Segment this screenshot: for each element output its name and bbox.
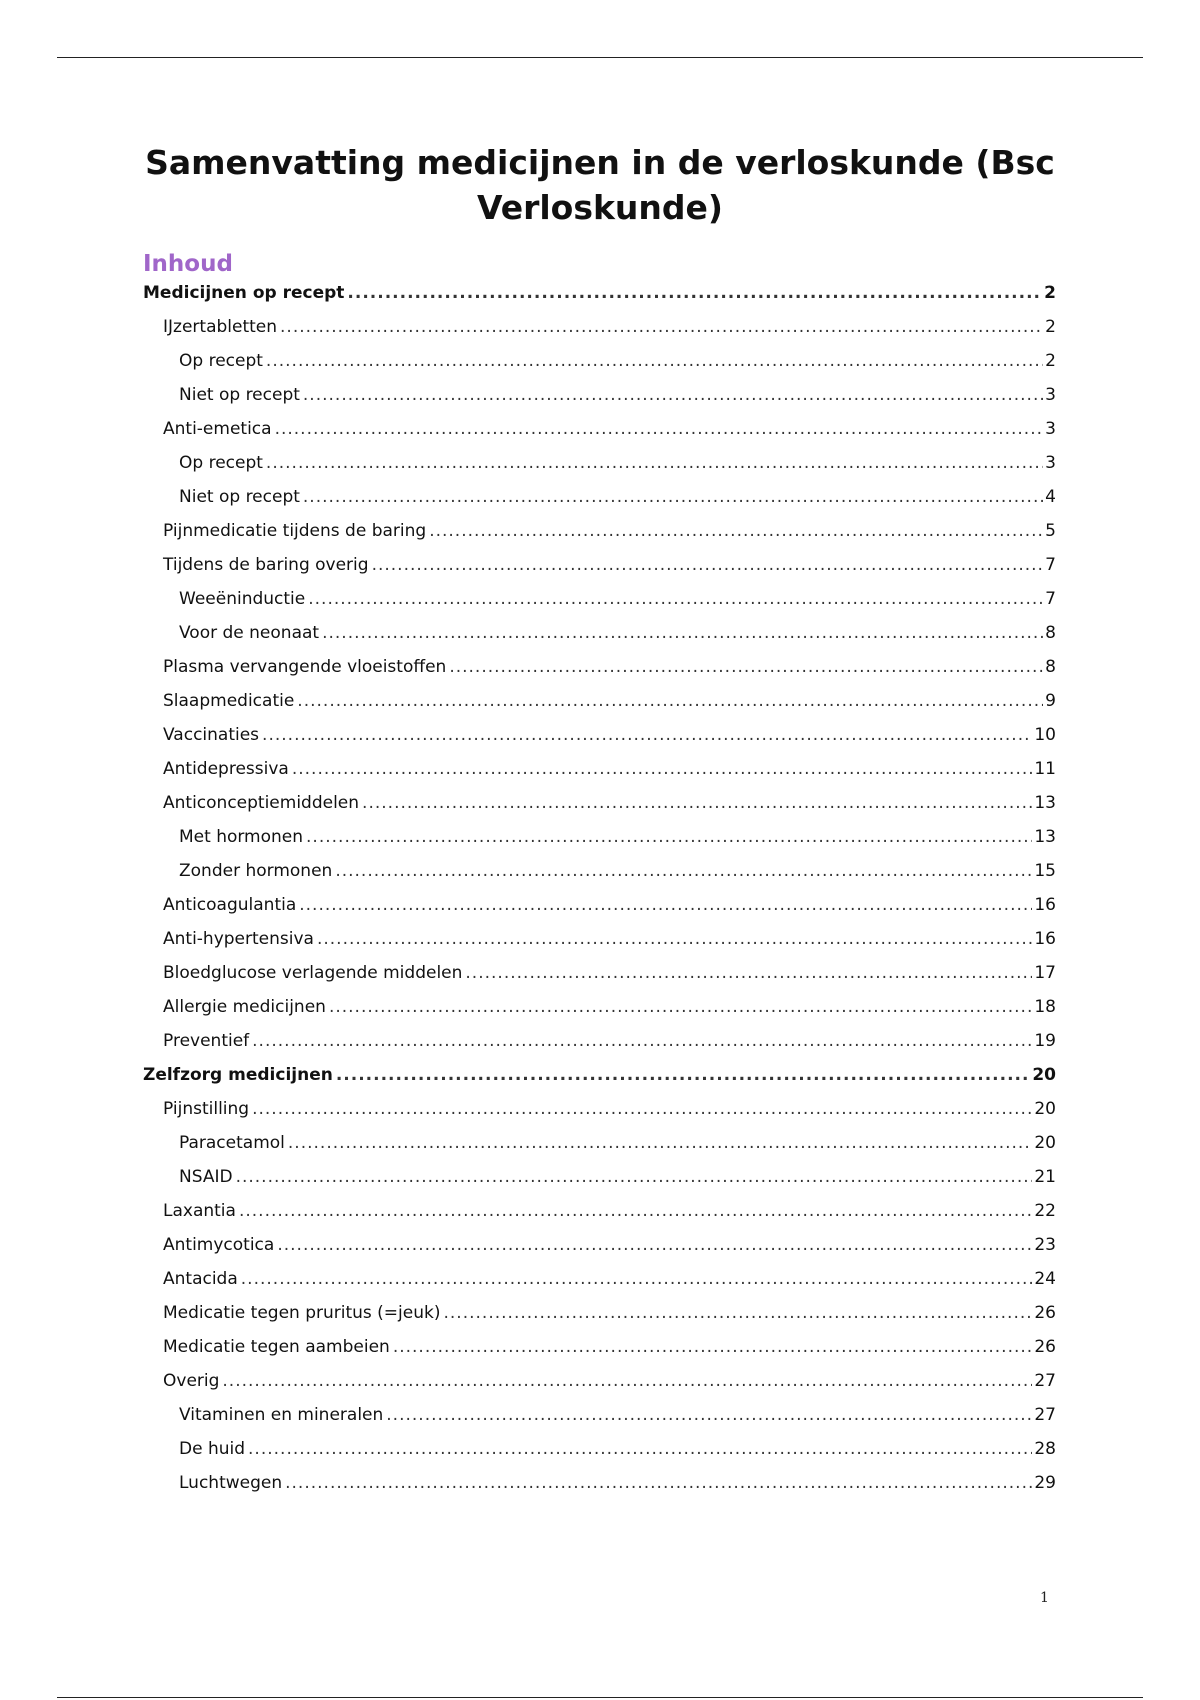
toc-entry-page-number: 17 <box>1034 963 1056 983</box>
toc-entry-page-number: 7 <box>1045 555 1056 575</box>
toc-entry-label: Slaapmedicatie <box>163 691 295 711</box>
toc-entry[interactable] <box>143 888 1056 922</box>
toc-dot-leader <box>277 1228 1032 1262</box>
toc-entry[interactable] <box>143 480 1056 514</box>
toc-entry-label: Antacida <box>163 1269 238 1289</box>
toc-entry-label: Paracetamol <box>179 1133 285 1153</box>
toc-dot-leader <box>362 786 1032 820</box>
toc-entry-label: Luchtwegen <box>179 1473 283 1493</box>
toc-dot-leader <box>465 956 1032 990</box>
toc-entry-page-number: 24 <box>1034 1269 1056 1289</box>
toc-entry[interactable] <box>143 378 1056 412</box>
toc-entry[interactable] <box>143 990 1056 1024</box>
toc-entry[interactable] <box>143 650 1056 684</box>
toc-entry-page-number: 21 <box>1034 1167 1056 1187</box>
toc-entry-label: Niet op recept <box>179 385 300 405</box>
toc-entry-label: Tijdens de baring overig <box>163 555 369 575</box>
toc-entry-page-number: 4 <box>1045 487 1056 507</box>
toc-entry[interactable] <box>143 718 1056 752</box>
toc-entry[interactable] <box>143 616 1056 650</box>
toc-dot-leader <box>248 1432 1032 1466</box>
toc-entry-page-number: 20 <box>1032 1065 1056 1085</box>
table-of-contents <box>143 276 1056 1500</box>
toc-entry[interactable] <box>143 854 1056 888</box>
toc-dot-leader <box>308 582 1043 616</box>
toc-entry[interactable] <box>143 922 1056 956</box>
toc-dot-leader <box>241 1262 1033 1296</box>
toc-entry[interactable] <box>143 1092 1056 1126</box>
toc-entry-label: Niet op recept <box>179 487 300 507</box>
toc-entry-label: Medicijnen op recept <box>143 283 345 303</box>
toc-entry[interactable] <box>143 548 1056 582</box>
toc-entry-page-number: 27 <box>1034 1371 1056 1391</box>
toc-entry-page-number: 26 <box>1034 1303 1056 1323</box>
toc-entry-label: Bloedglucose verlagende middelen <box>163 963 463 983</box>
toc-dot-leader <box>429 514 1043 548</box>
toc-entry-label: Overig <box>163 1371 220 1391</box>
header-rule <box>57 57 1143 58</box>
toc-entry-label: Pijnmedicatie tijdens de baring <box>163 521 427 541</box>
toc-dot-leader <box>299 888 1032 922</box>
toc-entry[interactable] <box>143 684 1056 718</box>
toc-dot-leader <box>222 1364 1032 1398</box>
toc-entry[interactable] <box>143 786 1056 820</box>
toc-entry[interactable] <box>143 1398 1056 1432</box>
toc-entry[interactable] <box>143 1364 1056 1398</box>
toc-entry-label: Medicatie tegen pruritus (=jeuk) <box>163 1303 441 1323</box>
toc-entry-label: Anti-emetica <box>163 419 272 439</box>
toc-entry-label: Vitaminen en mineralen <box>179 1405 384 1425</box>
toc-entry-label: Zelfzorg medicijnen <box>143 1065 333 1085</box>
toc-entry-label: De huid <box>179 1439 246 1459</box>
toc-entry[interactable] <box>143 1024 1056 1058</box>
toc-dot-leader <box>266 344 1043 378</box>
toc-entry-label: Preventief <box>163 1031 250 1051</box>
toc-dot-leader <box>252 1024 1032 1058</box>
toc-entry[interactable] <box>143 310 1056 344</box>
toc-dot-leader <box>322 616 1043 650</box>
toc-entry[interactable] <box>143 446 1056 480</box>
toc-entry-label: Plasma vervangende vloeistoffen <box>163 657 447 677</box>
toc-entry-page-number: 2 <box>1045 351 1056 371</box>
toc-entry-page-number: 19 <box>1034 1031 1056 1051</box>
toc-entry[interactable] <box>143 1432 1056 1466</box>
toc-entry[interactable] <box>143 1262 1056 1296</box>
toc-entry[interactable] <box>143 1160 1056 1194</box>
toc-entry-page-number: 3 <box>1045 453 1056 473</box>
toc-entry-page-number: 16 <box>1034 929 1056 949</box>
toc-entry-label: Op recept <box>179 351 263 371</box>
toc-entry-page-number: 2 <box>1044 283 1056 303</box>
toc-dot-leader <box>262 718 1032 752</box>
toc-dot-leader <box>285 1466 1032 1500</box>
toc-dot-leader <box>317 922 1032 956</box>
toc-entry[interactable] <box>143 1194 1056 1228</box>
toc-entry-page-number: 28 <box>1034 1439 1056 1459</box>
toc-entry-page-number: 26 <box>1034 1337 1056 1357</box>
toc-entry-page-number: 18 <box>1034 997 1056 1017</box>
toc-entry[interactable] <box>143 582 1056 616</box>
toc-entry-page-number: 27 <box>1034 1405 1056 1425</box>
toc-dot-leader <box>393 1330 1033 1364</box>
toc-entry-label: Anti-hypertensiva <box>163 929 314 949</box>
toc-entry-label: Zonder hormonen <box>179 861 333 881</box>
toc-entry[interactable] <box>143 276 1056 310</box>
toc-entry-page-number: 2 <box>1045 317 1056 337</box>
toc-dot-leader <box>329 990 1032 1024</box>
toc-entry-page-number: 10 <box>1034 725 1056 745</box>
toc-entry-page-number: 5 <box>1045 521 1056 541</box>
toc-entry-label: Weeëninductie <box>179 589 306 609</box>
toc-dot-leader <box>292 752 1033 786</box>
toc-entry[interactable] <box>143 1058 1056 1092</box>
toc-entry-label: Allergie medicijnen <box>163 997 326 1017</box>
toc-entry[interactable] <box>143 956 1056 990</box>
toc-dot-leader <box>297 684 1043 718</box>
toc-heading: Inhoud <box>143 251 233 277</box>
toc-dot-leader <box>444 1296 1033 1330</box>
toc-dot-leader <box>335 854 1032 888</box>
toc-entry-label: Pijnstilling <box>163 1099 250 1119</box>
toc-entry-page-number: 29 <box>1034 1473 1056 1493</box>
toc-entry-label: Voor de neonaat <box>179 623 320 643</box>
toc-entry-page-number: 23 <box>1034 1235 1056 1255</box>
toc-dot-leader <box>252 1092 1032 1126</box>
toc-entry-label: Laxantia <box>163 1201 236 1221</box>
toc-dot-leader <box>239 1194 1032 1228</box>
toc-entry-page-number: 9 <box>1045 691 1056 711</box>
toc-dot-leader <box>288 1126 1032 1160</box>
toc-dot-leader <box>449 650 1043 684</box>
toc-dot-leader <box>266 446 1043 480</box>
toc-entry[interactable] <box>143 1466 1056 1500</box>
toc-entry[interactable] <box>143 514 1056 548</box>
toc-entry-page-number: 8 <box>1045 623 1056 643</box>
toc-entry-label: Anticonceptiemiddelen <box>163 793 360 813</box>
toc-entry-label: Antidepressiva <box>163 759 289 779</box>
toc-entry-page-number: 15 <box>1034 861 1056 881</box>
toc-entry-page-number: 20 <box>1034 1133 1056 1153</box>
toc-entry-page-number: 22 <box>1034 1201 1056 1221</box>
toc-entry[interactable] <box>143 1330 1056 1364</box>
toc-entry-page-number: 7 <box>1045 589 1056 609</box>
toc-entry-label: Medicatie tegen aambeien <box>163 1337 390 1357</box>
toc-entry-page-number: 8 <box>1045 657 1056 677</box>
toc-entry-page-number: 16 <box>1034 895 1056 915</box>
toc-entry[interactable] <box>143 1126 1056 1160</box>
toc-entry-label: Op recept <box>179 453 263 473</box>
footer-rule <box>57 1697 1143 1698</box>
toc-entry-label: NSAID <box>179 1167 233 1187</box>
toc-dot-leader <box>303 378 1043 412</box>
toc-entry-label: Anticoagulantia <box>163 895 297 915</box>
toc-dot-leader <box>336 1058 1030 1092</box>
toc-entry-page-number: 20 <box>1034 1099 1056 1119</box>
document-title: Samenvatting medicijnen in de verloskunde (Bsc Verloskunde) <box>145 143 1055 227</box>
toc-entry-page-number: 13 <box>1034 827 1056 847</box>
toc-entry[interactable] <box>143 820 1056 854</box>
toc-dot-leader <box>372 548 1044 582</box>
toc-dot-leader <box>303 480 1043 514</box>
toc-dot-leader <box>347 276 1042 310</box>
toc-entry-page-number: 11 <box>1034 759 1056 779</box>
toc-dot-leader <box>280 310 1043 344</box>
toc-entry-label: Antimycotica <box>163 1235 275 1255</box>
toc-entry[interactable] <box>143 344 1056 378</box>
toc-entry[interactable] <box>143 412 1056 446</box>
toc-dot-leader <box>275 412 1044 446</box>
toc-entry-page-number: 3 <box>1045 419 1056 439</box>
toc-entry-label: IJzertabletten <box>163 317 278 337</box>
toc-entry-page-number: 3 <box>1045 385 1056 405</box>
toc-entry[interactable] <box>143 1296 1056 1330</box>
toc-entry-label: Met hormonen <box>179 827 304 847</box>
toc-entry-page-number: 13 <box>1034 793 1056 813</box>
toc-entry[interactable] <box>143 752 1056 786</box>
toc-dot-leader <box>306 820 1032 854</box>
page-number: 1 <box>1040 1590 1049 1606</box>
toc-dot-leader <box>236 1160 1033 1194</box>
toc-entry-label: Vaccinaties <box>163 725 260 745</box>
toc-entry[interactable] <box>143 1228 1056 1262</box>
toc-dot-leader <box>386 1398 1032 1432</box>
